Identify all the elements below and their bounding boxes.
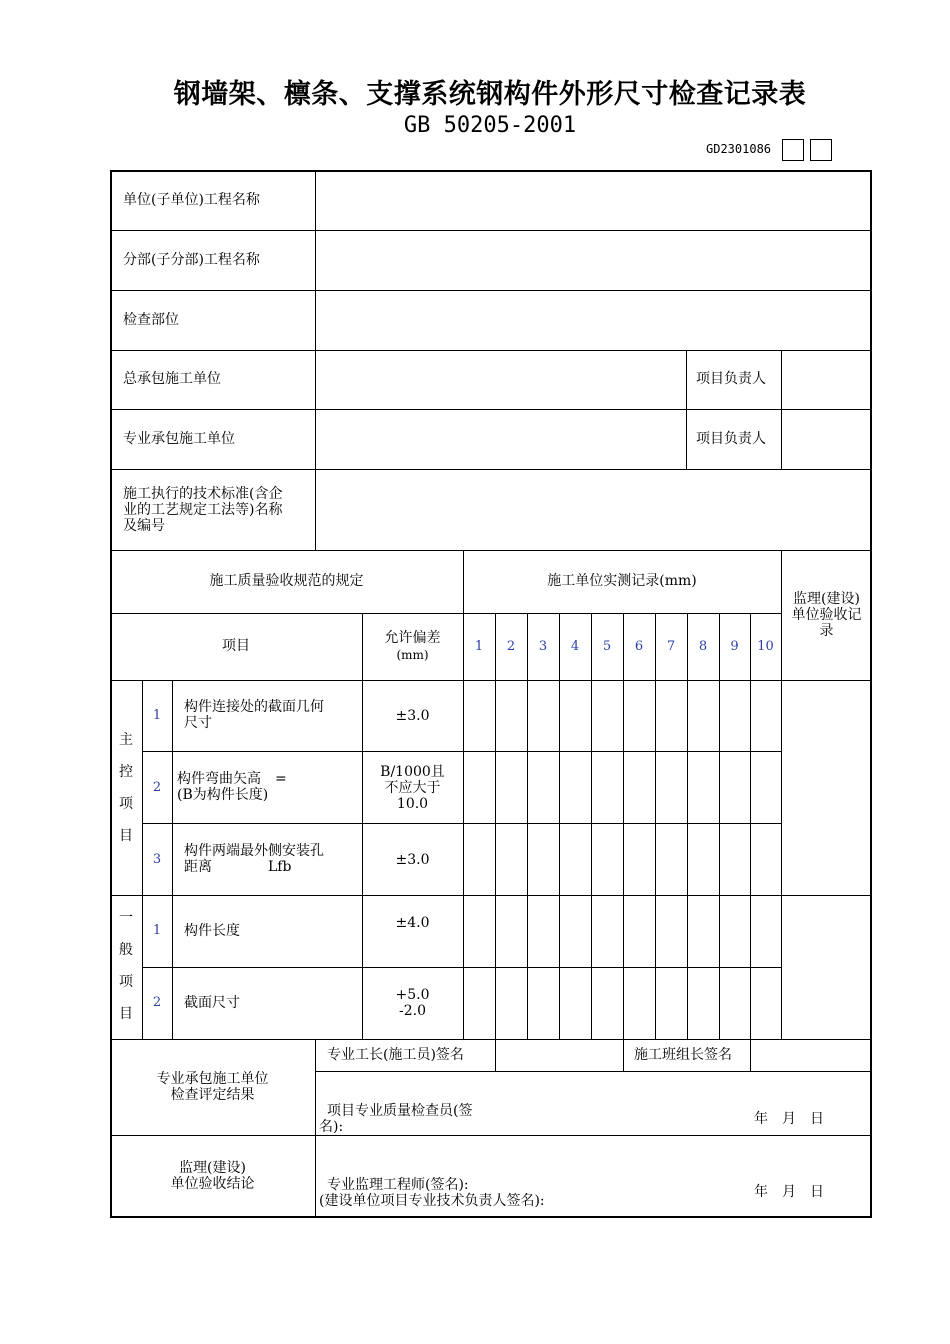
supervisor-header-line2: 单位验收记 <box>791 607 862 623</box>
item-number: 3 <box>152 852 162 867</box>
column-number: 7 <box>666 639 676 654</box>
item-description-line1: 构件连接处的截面几何 <box>184 699 324 715</box>
item-tolerance: ±3.0 <box>395 708 430 724</box>
item-number: 1 <box>152 708 162 723</box>
item-tolerance-line3: 10.0 <box>396 796 429 812</box>
conclusion-date: 年 月 日 <box>754 1184 824 1200</box>
team-leader-signature-field[interactable] <box>750 1039 872 1071</box>
supervisor-header-line1: 监理(建设) <box>793 591 860 607</box>
item-description-line1: 截面尺寸 <box>184 995 240 1011</box>
general-manager-label: 项目负责人 <box>696 371 766 387</box>
form-code: GD2301086 <box>706 142 772 156</box>
column-number: 3 <box>538 639 548 654</box>
standard-label-line3: 及编号 <box>123 518 165 534</box>
item-header: 项目 <box>222 638 250 654</box>
standard-label-line1: 施工执行的技术标准(含企 <box>123 486 283 502</box>
conclusion-label-line1: 监理(建设) <box>179 1160 246 1176</box>
item-description-line2: 尺寸 <box>184 715 212 731</box>
column-number: 10 <box>757 639 774 654</box>
column-number: 5 <box>602 639 612 654</box>
engineer-label-line1: 专业监理工程师(签名): <box>327 1177 469 1193</box>
tolerance-header-line2: (mm) <box>396 648 429 662</box>
sub-contractor-label: 专业承包施工单位 <box>123 431 235 447</box>
item-tolerance-line1: +5.0 <box>395 987 430 1003</box>
item-number: 2 <box>152 995 162 1010</box>
item-tolerance-line2: -2.0 <box>399 1003 426 1019</box>
item-description-line2: 距离 Lfb <box>184 859 292 875</box>
column-number: 1 <box>474 639 484 654</box>
foreman-signature-field[interactable] <box>495 1039 623 1071</box>
column-number: 6 <box>634 639 644 654</box>
main-group-char: 主 <box>119 732 133 748</box>
column-number: 4 <box>570 639 580 654</box>
column-number: 2 <box>506 639 516 654</box>
spec-header: 施工质量验收规范的规定 <box>209 573 364 589</box>
item-number: 1 <box>152 923 162 938</box>
inspector-label-line2: 名): <box>319 1119 344 1135</box>
foreman-label: 专业工长(施工员)签名 <box>327 1047 464 1063</box>
general-group-char: 目 <box>119 1006 133 1022</box>
division-label: 分部(子分部)工程名称 <box>123 252 260 268</box>
supervisor-header-line3: 录 <box>819 623 834 639</box>
item-description-line1: 构件长度 <box>184 923 240 939</box>
inspector-label-line1: 项目专业质量检查员(签 <box>327 1103 473 1119</box>
item-tolerance: ±3.0 <box>395 852 430 868</box>
column-number: 8 <box>698 639 708 654</box>
item-tolerance-line1: B/1000且 <box>380 764 445 780</box>
sub-manager-label: 项目负责人 <box>696 431 766 447</box>
measurement-entry-grid[interactable] <box>463 680 781 1039</box>
result-date: 年 月 日 <box>754 1111 824 1127</box>
general-group-char: 项 <box>119 974 133 990</box>
result-label-line1: 专业承包施工单位 <box>156 1071 269 1087</box>
main-group-char: 项 <box>119 796 133 812</box>
general-contractor-label: 总承包施工单位 <box>123 371 221 387</box>
main-group-char: 控 <box>119 764 133 780</box>
tolerance-header-line1: 允许偏差 <box>384 630 441 646</box>
item-description-line1: 构件两端最外侧安装孔 <box>184 843 324 859</box>
record-header: 施工单位实测记录(mm) <box>547 573 697 589</box>
column-number: 9 <box>730 639 739 654</box>
team-leader-label: 施工班组长签名 <box>634 1047 732 1063</box>
form-code-box-1[interactable] <box>782 139 804 161</box>
location-label: 检查部位 <box>123 312 179 328</box>
engineer-label-line2: (建设单位项目专业技术负责人签名): <box>319 1193 545 1209</box>
item-description-line2: (B为构件长度) <box>177 787 269 803</box>
general-group-char: 一 <box>119 910 133 926</box>
result-label-line2: 检查评定结果 <box>170 1087 255 1103</box>
item-description-line1: 构件弯曲矢高 = <box>177 771 287 787</box>
standard-code: GB 50205-2001 <box>403 113 577 138</box>
form-code-box-2[interactable] <box>810 139 832 161</box>
supervisor-record-field[interactable] <box>781 680 872 1039</box>
general-group-char: 般 <box>119 942 133 958</box>
item-tolerance: ±4.0 <box>395 915 430 931</box>
unit-project-label: 单位(子单位)工程名称 <box>123 192 260 208</box>
form-title: 钢墙架、檩条、支撑系统钢构件外形尺寸检查记录表 <box>173 79 807 110</box>
conclusion-label-line2: 单位验收结论 <box>170 1176 255 1192</box>
standard-label-line2: 业的工艺规定工法等)名称 <box>123 502 283 518</box>
item-number: 2 <box>152 780 162 795</box>
item-tolerance-line2: 不应大于 <box>384 780 441 796</box>
main-group-char: 目 <box>119 828 133 844</box>
